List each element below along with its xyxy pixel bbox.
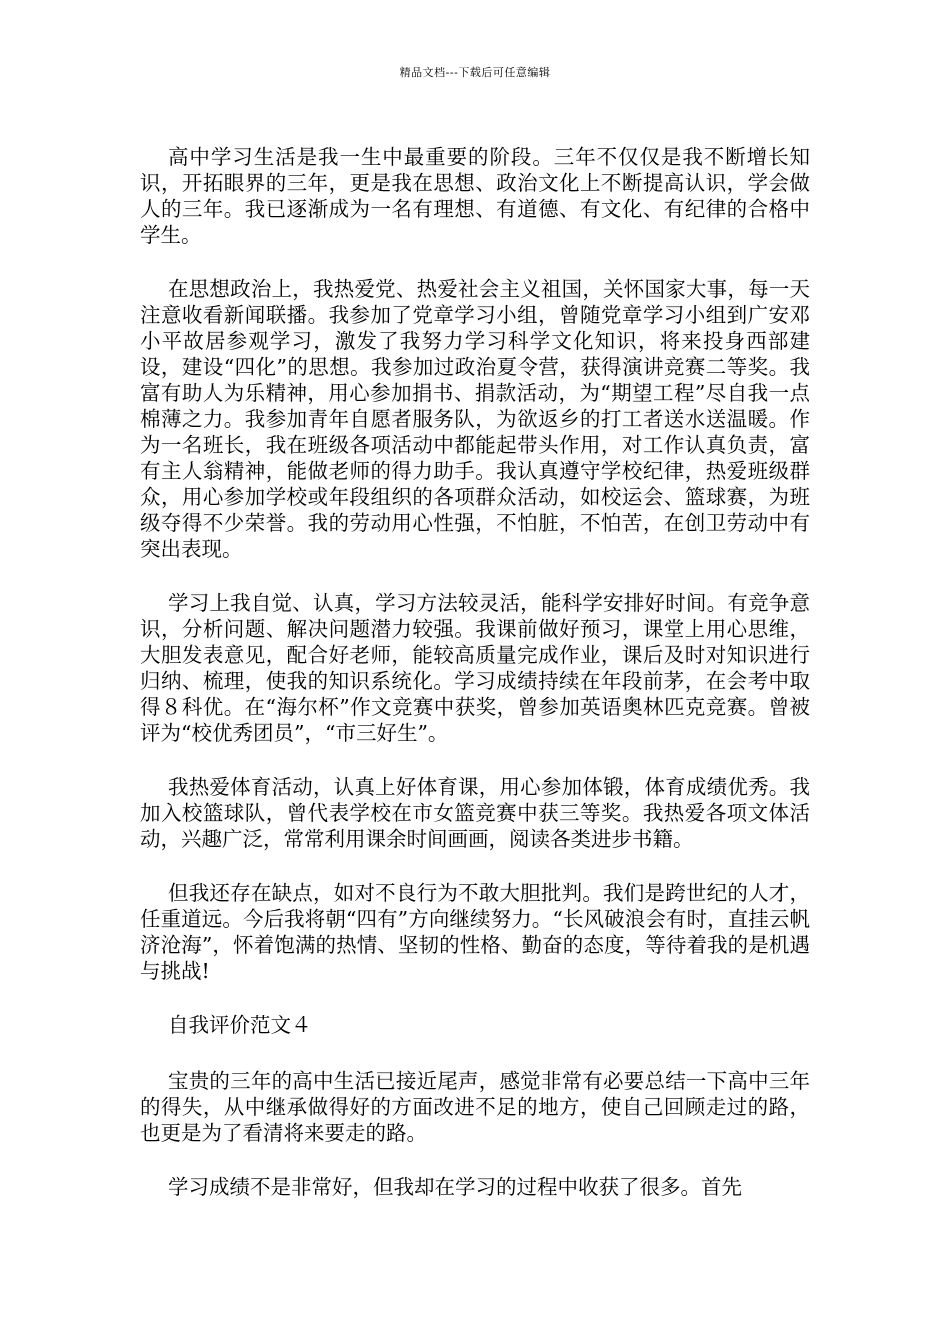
paragraph-summary: 宝贵的三年的高中生活已接近尾声，感觉非常有必要总结一下高中三年的得失，从中继承做得好的方面改进不足的地方，使自己回顾走过的路，也更是为了看清将来要走的路。 [140,1069,810,1145]
paragraph-study: 学习上我自觉、认真，学习方法较灵活，能科学安排好时间。有竞争意识，分析问题、解决问题潜力较强。我课前做好预习，课堂上用心思维，大胆发表意见，配合好老师，能较高质量完成作业，课后及时对知识进行归纳、梳理，使我的知识系统化。学习成绩持续在年段前茅，在会考中取得８科优。在“海尔杯”作文竞赛中获奖，曾参加英语奥林匹克竞赛。曾被评为“校优秀团员”，“市三好生”。 [140,591,810,745]
paragraph-politics: 在思想政治上，我热爱党、热爱社会主义祖国，关怀国家大事，每一天注意收看新闻联播。我参加了党章学习小组，曾随党章学习小组到广安邓小平故居参观学习，激发了我努力学习科学文化知识，将来投身西部建设，建设“四化”的思想。我参加过政治夏令营，获得演讲竞赛二等奖。我富有助人为乐精神，用心参加捐书、捐款活动，为“期望工程”尽自我一点棉薄之力。我参加青年自愿者服务队，为欲返乡的打工者送水送温暖。作为一名班长，我在班级各项活动中都能起带头作用，对工作认真负责，富有主人翁精神，能做老师的得力助手。我认真遵守学校纪律，热爱班级群众，用心参加学校或年段组织的各项群众活动，如校运会、篮球赛，为班级夺得不少荣誉。我的劳动用心性强，不怕脏，不怕苦，在创卫劳动中有突出表现。 [140,277,810,561]
document-body [140,144,810,1228]
paragraph-sports: 我热爱体育活动，认真上好体育课，用心参加体锻，体育成绩优秀。我加入校篮球队，曾代表学校在市女篮竞赛中获三等奖。我热爱各项文体活动，兴趣广泛，常常利用课余时间画画，阅读各类进步书籍。 [140,775,810,851]
paragraph-shortcomings: 但我还存在缺点，如对不良行为不敢大胆批判。我们是跨世纪的人才，任重道远。今后我将朝“四有”方向继续努力。“长风破浪会有时，直挂云帆济沧海”，怀着饱满的热情、坚韧的性格、勤奋的态度，等待着我的是机遇与挑战! [140,881,810,983]
page-header: 精品文档---下载后可任意编辑 [399,66,551,79]
paragraph-intro: 高中学习生活是我一生中最重要的阶段。三年不仅仅是我不断增长知识，开拓眼界的三年，更是我在思想、政治文化上不断提高认识，学会做人的三年。我已逐渐成为一名有理想、有道德、有文化、有纪律的合格中学生。 [140,145,810,247]
paragraph-learning: 学习成绩不是非常好，但我却在学习的过程中收获了很多。首先 [168,1175,742,1199]
section-heading: 自我评价范文４ [168,1013,312,1037]
